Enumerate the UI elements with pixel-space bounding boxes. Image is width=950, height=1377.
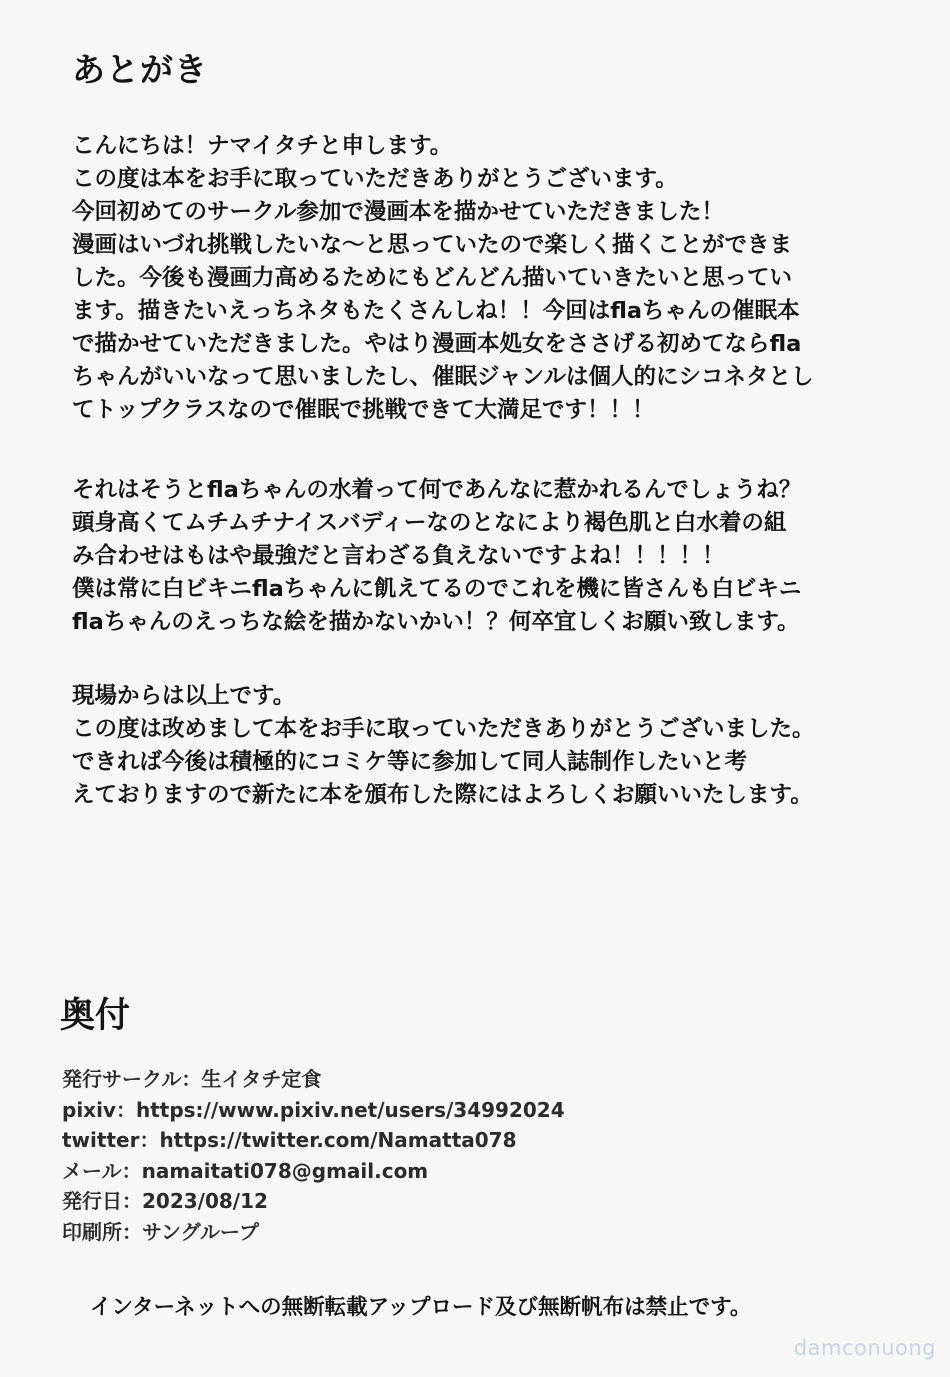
text-line: ちゃんがいいなって思いましたし、催眠ジャンルは個人的にシコネタとし (72, 364, 814, 390)
colophon-twitter: twitter：https://twitter.com/Namatta078 (62, 1128, 517, 1152)
watermark-text: damconuong (793, 1336, 936, 1360)
colophon-circle: 発行サークル：生イタチ定食 (62, 1067, 322, 1091)
text-line: した。今後も漫画力高めるためにもどんどん描いていきたいと思ってい (72, 265, 793, 291)
text-line: できれば今後は積極的にコミケ等に参加して同人誌制作したいと考 (72, 749, 748, 775)
text-line: 現場からは以上です。 (72, 683, 296, 709)
paragraph-closing (72, 680, 912, 812)
text-line: てトップクラスなので催眠で挑戦できて大満足です！！！ (72, 397, 655, 423)
reprint-notice: インターネットへの無断転載アップロード及び無断帆布は禁止です。 (90, 1295, 752, 1320)
colophon-email: メール：namaitati078@gmail.com (62, 1158, 429, 1183)
text-line: み合わせはもはや最強だと言わざる負えないですよね！！！！！ (72, 543, 725, 569)
text-line: ます。描きたいえっちネタもたくさんしね！！今回はflaちゃんの催眠本 (72, 298, 800, 324)
text-line: こんにちは！ナマイタチと申します。 (72, 133, 453, 159)
paragraph-swimsuit (72, 474, 912, 639)
colophon-title: 奥付 (60, 996, 131, 1036)
text-line: 漫画はいづれ挑戦したいな〜と思っていたので楽しく描くことができま (72, 232, 793, 258)
text-line: で描かせていただきました。やはり漫画本処女をささげる初めてならfla (72, 331, 802, 357)
colophon-printer: 印刷所：サングループ (62, 1219, 259, 1244)
text-line: この度は改めまして本をお手に取っていただきありがとうございました。 (72, 716, 815, 742)
colophon-date: 発行日：2023/08/12 (62, 1189, 268, 1213)
paragraph-greeting (72, 130, 912, 427)
text-line: 今回初めてのサークル参加で漫画本を描かせていただきました！ (72, 199, 724, 225)
text-line: flaちゃんのえっちな絵を描かないかい！？何卒宜しくお願い致します。 (72, 609, 800, 635)
colophon-pixiv: pixiv：https://www.pixiv.net/users/34992024 (62, 1097, 565, 1122)
text-line: この度は本をお手に取っていただきありがとうございます。 (72, 166, 678, 192)
text-line: それはそうとflaちゃんの水着って何であんなに惹かれるんでしょうね？ (72, 477, 802, 503)
colophon-details (62, 1064, 762, 1247)
text-line: 頭身高くてムチムチナイスバディーなのとなにより褐色肌と白水着の組 (72, 510, 787, 536)
text-line: えておりますので新たに本を頒布した際にはよろしくお願いいたします。 (72, 782, 813, 808)
text-line: 僕は常に白ビキニflaちゃんに飢えてるのでこれを機に皆さんも白ビキニ (72, 576, 802, 602)
afterword-title: あとがき (72, 50, 208, 89)
